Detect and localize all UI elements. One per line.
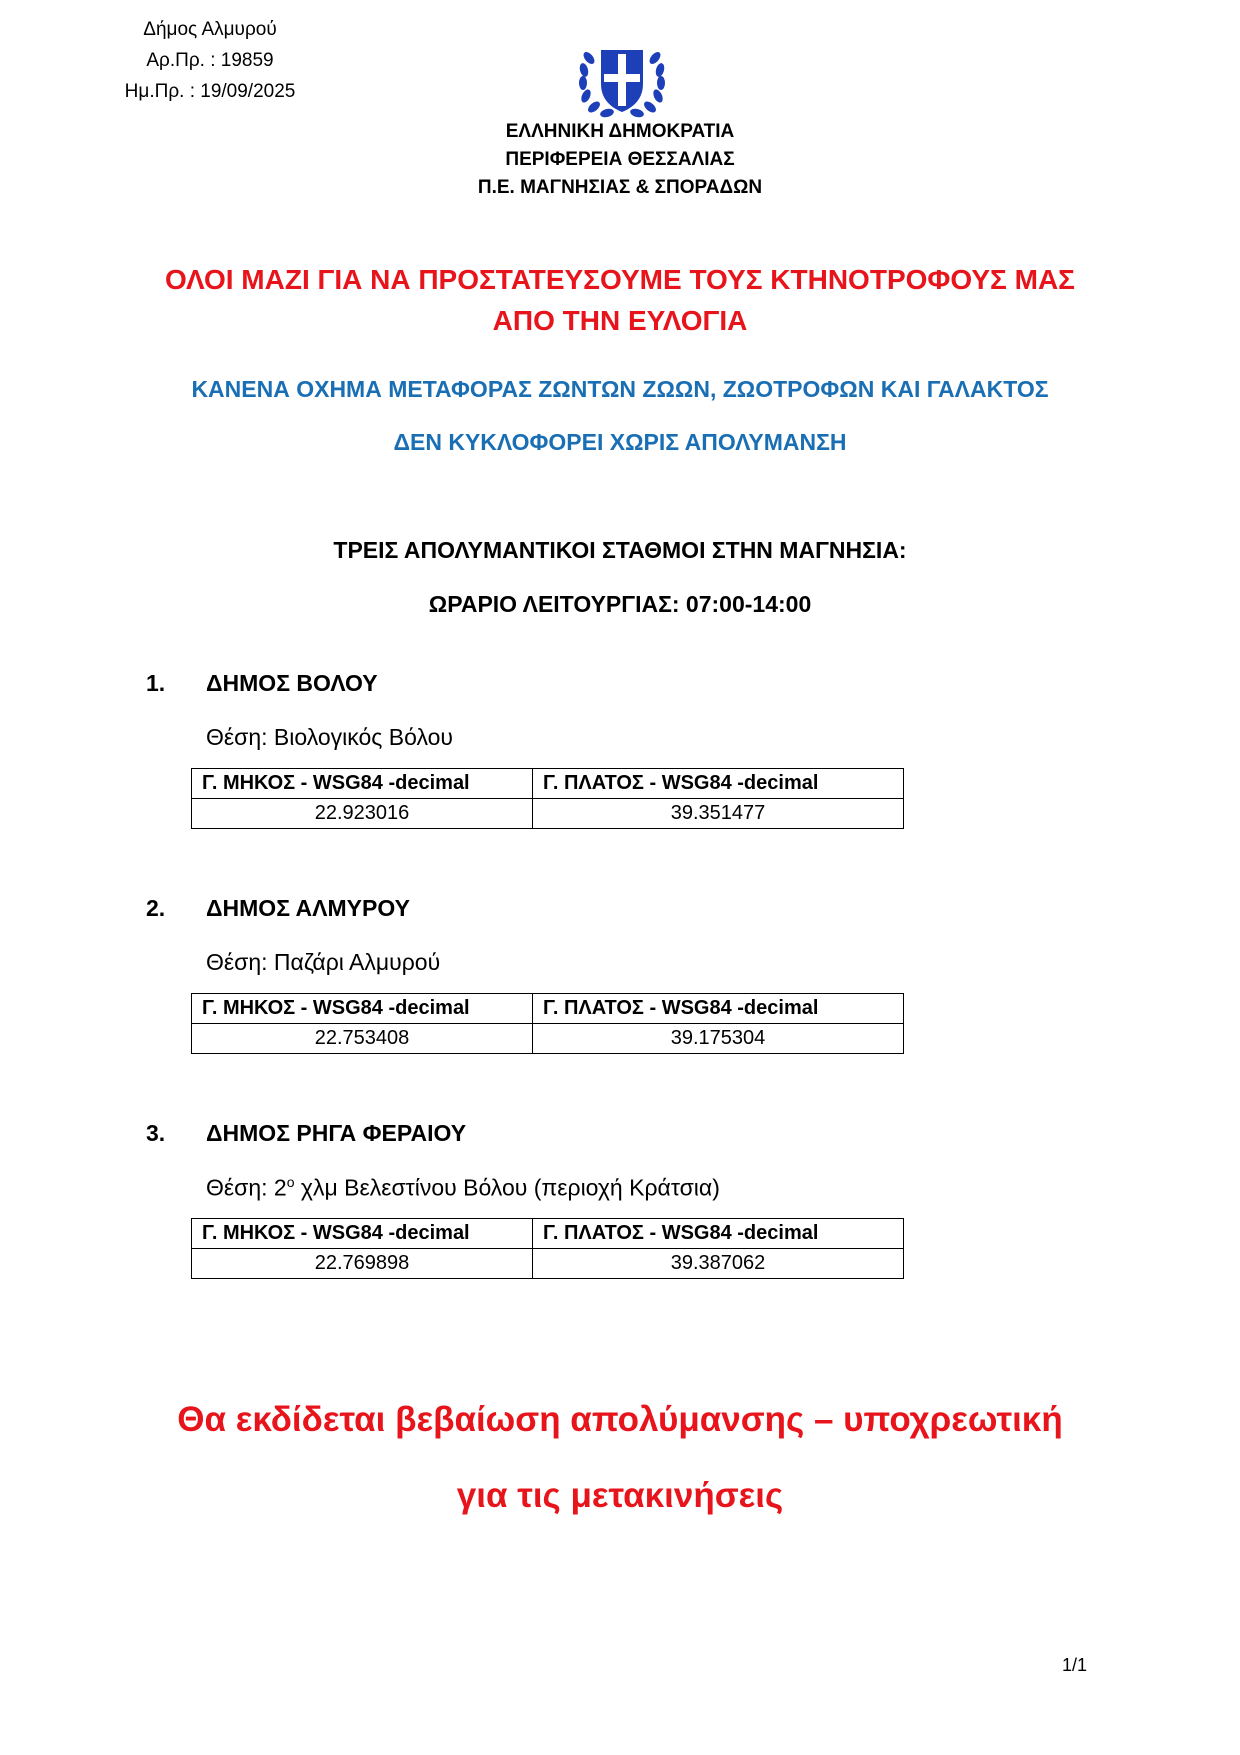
longitude-value: 22.769898: [192, 1249, 533, 1279]
station-location: [206, 1174, 720, 1202]
page-number: 1/1: [1062, 1655, 1088, 1675]
latitude-value: 39.351477: [533, 799, 904, 829]
table-header-row: [192, 1219, 904, 1249]
table-row: [192, 1249, 904, 1279]
longitude-header: Γ. ΜΗΚΟΣ - WSG84 -decimal: [192, 769, 533, 799]
longitude-header: Γ. ΜΗΚΟΣ - WSG84 -decimal: [192, 1219, 533, 1249]
protocol-date: Ημ.Πρ. : 19/09/2025: [124, 81, 296, 102]
operating-hours: ΩΡΑΡΙΟ ΛΕΙΤΟΥΡΓΙΑΣ: 07:00-14:00: [428, 591, 812, 617]
location-prefix: Θέση: 2: [206, 1174, 287, 1201]
station-number: 3.: [146, 1120, 166, 1146]
authority-line-2: ΠΕΡΙΦΕΡΕΙΑ ΘΕΣΣΑΛΙΑΣ: [505, 149, 735, 170]
subheadline-line-2: ΔΕΝ ΚΥΚΛΟΦΟΡΕΙ ΧΩΡΙΣ ΑΠΟΛΥΜΑΝΣΗ: [393, 429, 847, 455]
coordinates-table: [191, 1218, 904, 1279]
table-header-row: [192, 769, 904, 799]
coordinates-table: [191, 993, 904, 1054]
longitude-header: Γ. ΜΗΚΟΣ - WSG84 -decimal: [192, 994, 533, 1024]
latitude-header: Γ. ΠΛΑΤΟΣ - WSG84 -decimal: [533, 1219, 904, 1249]
stations-title: ΤΡΕΙΣ ΑΠΟΛΥΜΑΝΤΙΚΟΙ ΣΤΑΘΜΟΙ ΣΤΗΝ ΜΑΓΝΗΣΙΑ:: [333, 537, 907, 563]
subheadline-line-1: ΚΑΝΕΝΑ ΟΧΗΜΑ ΜΕΤΑΦΟΡΑΣ ΖΩΝΤΩΝ ΖΩΩΝ, ΖΩΟΤΡΟΦΩΝ ΚΑΙ ΓΑΛΑΚΤΟΣ: [191, 376, 1049, 402]
ordinal-superscript: ο: [286, 1174, 295, 1190]
latitude-header: Γ. ΠΛΑΤΟΣ - WSG84 -decimal: [533, 994, 904, 1024]
latitude-value: 39.175304: [533, 1024, 904, 1054]
location-suffix: χλμ Βελεστίνου Βόλου (περιοχή Κράτσια): [294, 1174, 720, 1201]
notice-line-2: για τις μετακινήσεις: [456, 1476, 784, 1515]
document-reference: [95, 14, 325, 107]
station-location: Θέση: Βιολογικός Βόλου: [206, 724, 453, 750]
table-header-row: [192, 994, 904, 1024]
table-row: [192, 1024, 904, 1054]
coordinates-table: [191, 768, 904, 829]
notice-line-1: Θα εκδίδεται βεβαίωση απολύμανσης – υποχρεωτική: [177, 1400, 1063, 1439]
station-municipality: ΔΗΜΟΣ ΑΛΜΥΡΟΥ: [206, 895, 410, 921]
station-number: 1.: [146, 670, 166, 696]
municipality-name: Δήμος Αλμυρού: [143, 19, 277, 40]
station-municipality: ΔΗΜΟΣ ΡΗΓΑ ΦΕΡΑΙΟΥ: [206, 1120, 467, 1146]
latitude-header: Γ. ΠΛΑΤΟΣ - WSG84 -decimal: [533, 769, 904, 799]
table-row: [192, 799, 904, 829]
latitude-value: 39.387062: [533, 1249, 904, 1279]
protocol-number: Αρ.Πρ. : 19859: [146, 50, 274, 71]
station-location: Θέση: Παζάρι Αλμυρού: [206, 949, 441, 975]
station-number: 2.: [146, 895, 166, 921]
authority-block: [0, 118, 1240, 202]
headline-line-1: ΟΛΟΙ ΜΑΖΙ ΓΙΑ ΝΑ ΠΡΟΣΤΑΤΕΥΣΟΥΜΕ ΤΟΥΣ ΚΤΗΝΟΤΡΟΦΟΥΣ ΜΑΣ: [165, 264, 1075, 295]
authority-line-3: Π.Ε. ΜΑΓΝΗΣΙΑΣ & ΣΠΟΡΑΔΩΝ: [477, 177, 763, 198]
greek-coat-of-arms-icon: [577, 46, 667, 118]
headline: [0, 259, 1240, 341]
authority-line-1: ΕΛΛΗΝΙΚΗ ΔΗΜΟΚΡΑΤΙΑ: [505, 121, 735, 142]
station-municipality: ΔΗΜΟΣ ΒΟΛΟΥ: [206, 670, 378, 696]
longitude-value: 22.923016: [192, 799, 533, 829]
headline-line-2: ΑΠΟ ΤΗΝ ΕΥΛΟΓΙΑ: [492, 305, 748, 336]
longitude-value: 22.753408: [192, 1024, 533, 1054]
